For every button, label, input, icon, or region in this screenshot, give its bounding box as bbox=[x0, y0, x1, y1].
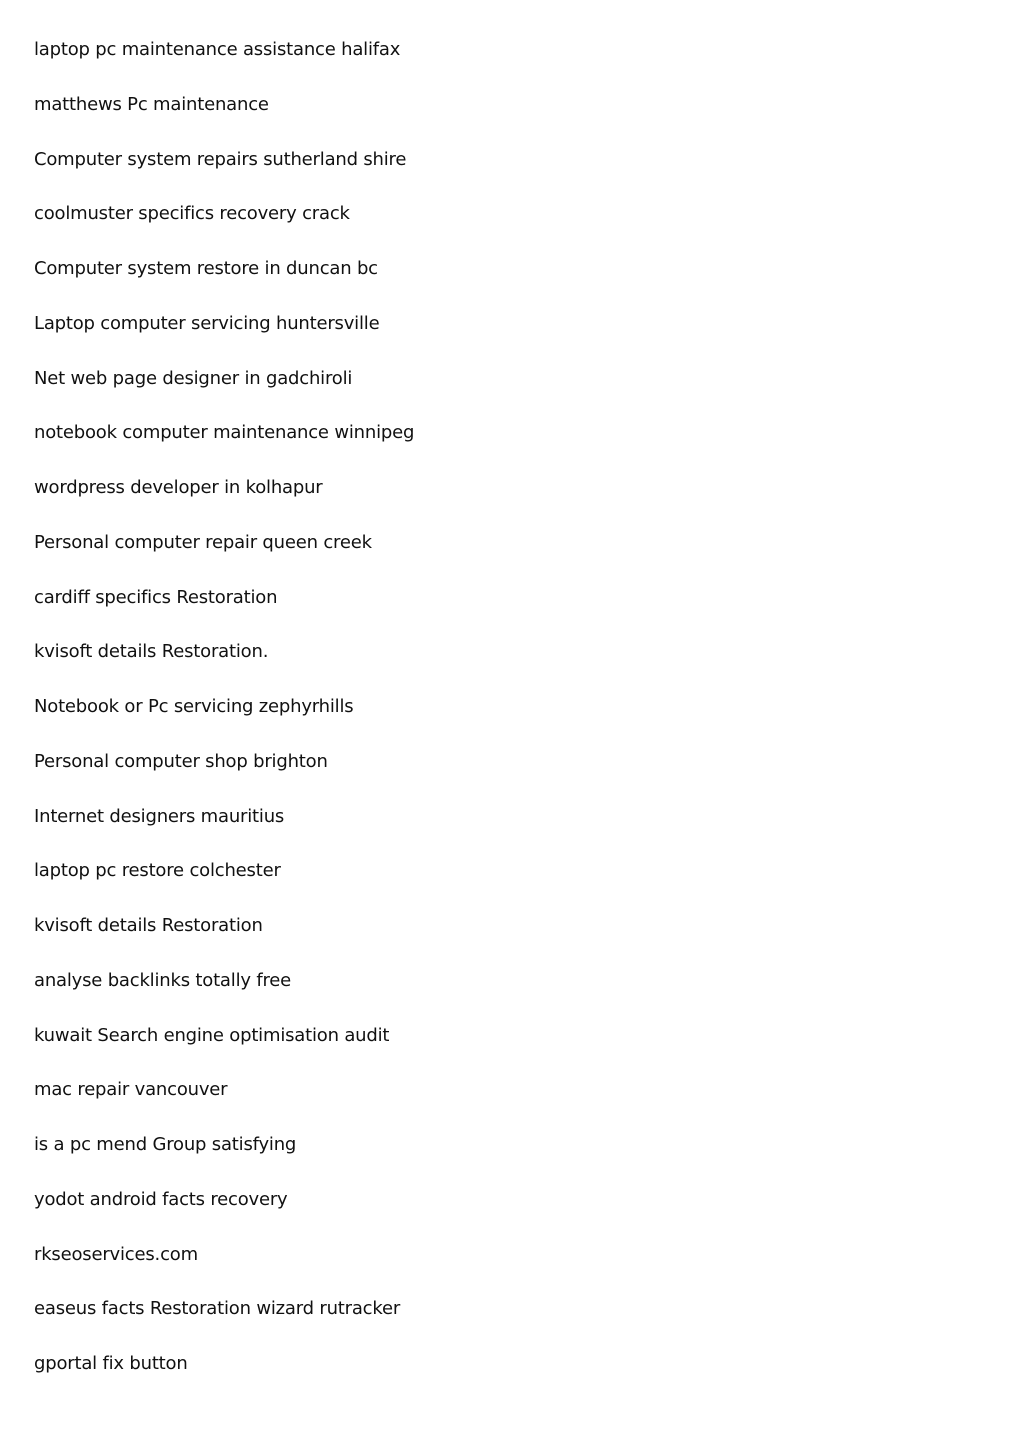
link[interactable]: Net web page designer in gadchiroli bbox=[34, 367, 353, 389]
list-item bbox=[34, 1295, 414, 1350]
link[interactable]: wordpress developer in kolhapur bbox=[34, 477, 323, 498]
list-item bbox=[34, 36, 414, 91]
link[interactable]: kuwait Search engine optimisation audit bbox=[34, 1024, 390, 1046]
link[interactable]: coolmuster specifics recovery crack bbox=[34, 203, 350, 225]
link[interactable]: kvisoft details Restoration. bbox=[34, 641, 269, 663]
link[interactable]: analyse backlinks totally free bbox=[34, 969, 292, 991]
link[interactable]: Computer system repairs sutherland shire bbox=[34, 148, 407, 170]
list-item bbox=[34, 748, 414, 803]
link[interactable]: Laptop computer servicing huntersville bbox=[34, 312, 380, 334]
list-item bbox=[34, 1131, 414, 1186]
list-item bbox=[34, 1350, 414, 1405]
link[interactable]: matthews Pc maintenance bbox=[34, 93, 269, 115]
list-item bbox=[34, 693, 414, 748]
link[interactable]: notebook computer maintenance winnipeg bbox=[34, 422, 415, 444]
list-item bbox=[34, 419, 414, 474]
list-item bbox=[34, 584, 414, 639]
link[interactable]: Computer system restore in duncan bc bbox=[34, 258, 378, 279]
link[interactable]: easeus facts Restoration wizard rutracker bbox=[34, 1298, 401, 1320]
link[interactable]: is a pc mend Group satisfying bbox=[34, 1134, 297, 1155]
list-item bbox=[34, 310, 414, 365]
list-item bbox=[34, 1241, 414, 1296]
link[interactable]: Notebook or Pc servicing zephyrhills bbox=[34, 696, 354, 717]
list-item bbox=[34, 857, 414, 912]
link-list bbox=[34, 36, 414, 1405]
list-item bbox=[34, 91, 414, 146]
link[interactable]: laptop pc maintenance assistance halifax bbox=[34, 39, 401, 60]
list-item bbox=[34, 1076, 414, 1131]
list-item bbox=[34, 1022, 414, 1077]
link[interactable]: Personal computer shop brighton bbox=[34, 750, 328, 772]
link[interactable]: laptop pc restore colchester bbox=[34, 860, 281, 882]
list-item bbox=[34, 529, 414, 584]
list-item bbox=[34, 200, 414, 255]
link[interactable]: mac repair vancouver bbox=[34, 1079, 228, 1101]
link[interactable]: gportal fix button bbox=[34, 1353, 188, 1374]
list-item bbox=[34, 803, 414, 858]
link[interactable]: cardiff specifics Restoration bbox=[34, 586, 278, 608]
list-item bbox=[34, 1186, 414, 1241]
list-item bbox=[34, 638, 414, 693]
link[interactable]: Internet designers mauritius bbox=[34, 805, 285, 827]
link[interactable]: Personal computer repair queen creek bbox=[34, 531, 372, 553]
link[interactable]: kvisoft details Restoration bbox=[34, 915, 263, 936]
link[interactable]: yodot android facts recovery bbox=[34, 1188, 288, 1210]
list-item bbox=[34, 474, 414, 529]
list-item bbox=[34, 365, 414, 420]
list-item bbox=[34, 255, 414, 310]
list-item bbox=[34, 912, 414, 967]
list-item bbox=[34, 146, 414, 201]
list-item bbox=[34, 967, 414, 1022]
link[interactable]: rkseoservices.com bbox=[34, 1243, 198, 1265]
